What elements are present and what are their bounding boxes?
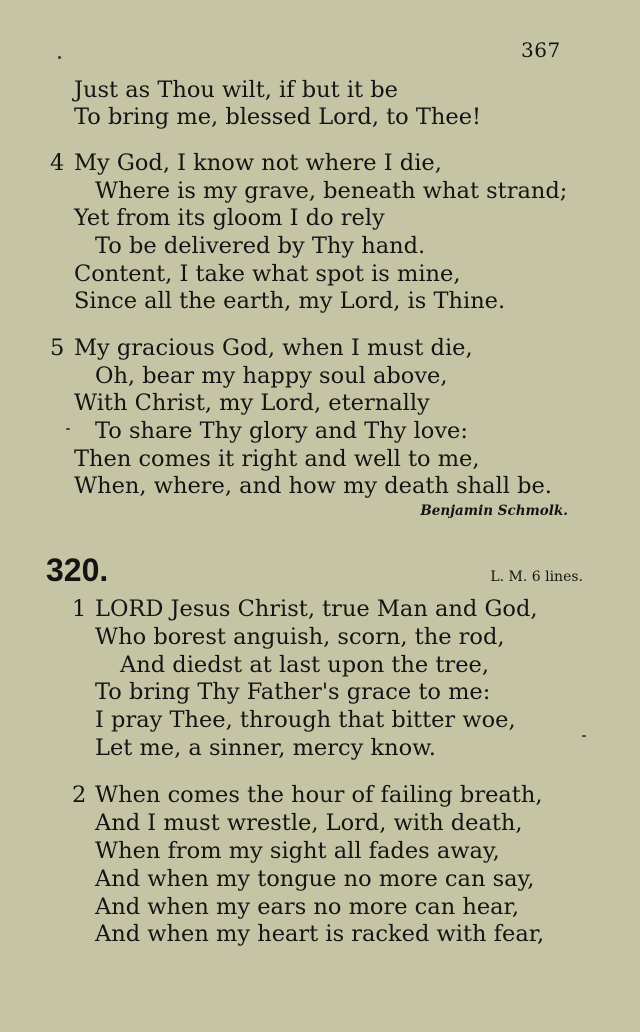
stanza-line: And I must wrestle, Lord, with death,	[95, 810, 523, 836]
stanza-number: 5	[50, 335, 65, 361]
page-speck	[582, 735, 586, 737]
stanza-number: 4	[50, 150, 65, 176]
stanza-line: To be delivered by Thy hand.	[95, 233, 426, 259]
stanza-line: Since all the earth, my Lord, is Thine.	[74, 288, 506, 314]
stanza-line: Then comes it right and well to me,	[74, 446, 480, 472]
hymn-meter: L. M. 6 lines.	[490, 569, 583, 585]
stanza-line: Where is my grave, beneath what strand;	[95, 178, 568, 204]
stanza-line: When comes the hour of failing breath,	[95, 782, 543, 808]
stanza-line: With Christ, my Lord, eternally	[74, 390, 430, 416]
page-speck	[66, 428, 70, 430]
stanza-line: Oh, bear my happy soul above,	[95, 363, 448, 389]
stanza-line: My gracious God, when I must die,	[74, 335, 473, 361]
intro-line: Just as Thou wilt, if but it be	[74, 77, 398, 103]
stanza-line: And when my tongue no more can say,	[95, 866, 535, 892]
stanza-line: Who borest anguish, scorn, the rod,	[95, 624, 505, 650]
stanza-line: I pray Thee, through that bitter woe,	[95, 707, 516, 733]
stanza-line: LORD Jesus Christ, true Man and God,	[95, 596, 538, 622]
stanza-line: To share Thy glory and Thy love:	[95, 418, 468, 444]
stanza-line: Content, I take what spot is mine,	[74, 261, 461, 287]
stanza-line: And when my heart is racked with fear,	[95, 921, 545, 947]
page-speck	[58, 56, 61, 59]
intro-line: To bring me, blessed Lord, to Thee!	[74, 104, 482, 130]
stanza-line: When from my sight all fades away,	[95, 838, 500, 864]
page-number: 367	[521, 38, 561, 62]
stanza-line: To bring Thy Father's grace to me:	[95, 679, 491, 705]
stanza-line: And diedst at last upon the tree,	[120, 652, 489, 678]
stanza-number: 1	[72, 596, 87, 622]
stanza-number: 2	[72, 782, 87, 808]
hymn-number: 320.	[46, 552, 109, 588]
stanza-line: Yet from its gloom I do rely	[74, 205, 385, 231]
stanza-line: My God, I know not where I die,	[74, 150, 442, 176]
stanza-line: Let me, a sinner, mercy know.	[95, 735, 436, 761]
stanza-line: When, where, and how my death shall be.	[74, 473, 552, 499]
author-attribution: Benjamin Schmolk.	[420, 503, 568, 519]
stanza-line: And when my ears no more can hear,	[95, 894, 519, 920]
